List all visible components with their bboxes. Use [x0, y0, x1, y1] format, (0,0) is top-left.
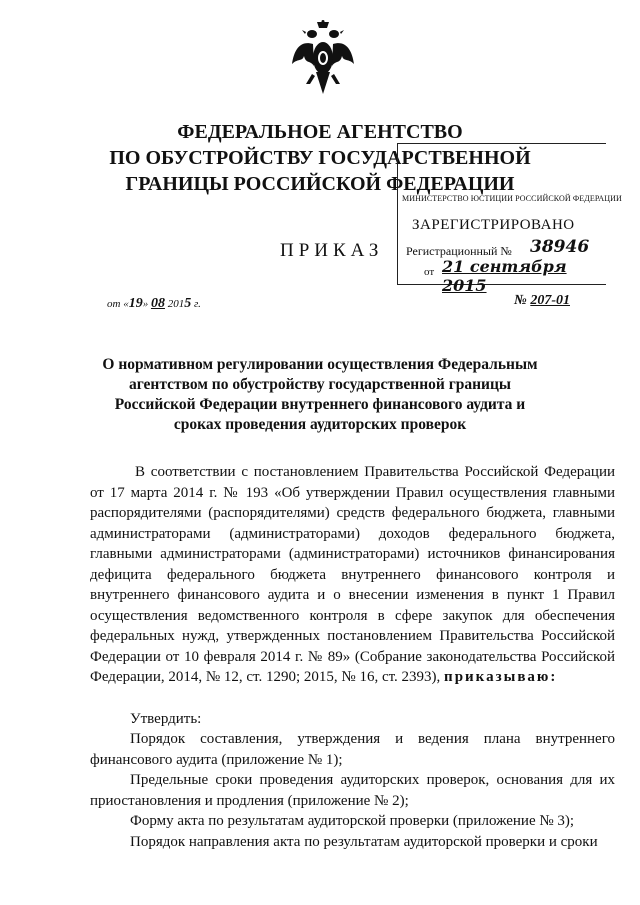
registration-stamp: [397, 143, 622, 295]
date-mid: »: [142, 298, 151, 310]
appendix-item-3: Форму акта по результатам аудиторской проверки (приложение № 3);: [130, 813, 575, 829]
date-month: 08: [150, 296, 165, 311]
date-year-prefix: 201: [164, 298, 185, 310]
preamble-text: В соответствии с постановлением Правительства Российской Федерации от 17 марта 2014 г. № 193 «Об утверждении Правил осуществления главными распорядителями (распорядителями) средств федерального бюджета, главными администраторами (администраторами) доходов федерального бюджета, главными администраторами (администраторами) источников финансирования дефицита федерального бюджета внутреннего финансового контроля и внутреннего финансового аудита и о внесении изменения в пункт 1 Правил осуществления ведомственного контроля в сфере закупок для обеспечения федеральных нужд, утвержденных постановлением Правительства Российской Федерации от 10 февраля 2014 г. № 89» (Собрание законодательства Российской Федерации, 2014, № 12, ст. 1290; 2015, № 16, ст. 2393),: [90, 464, 615, 685]
agency-name-line-3: ГРАНИЦЫ РОССИЙСКОЙ ФЕДЕРАЦИИ: [125, 173, 515, 195]
stamp-regno-label: Регистрационный №: [406, 244, 512, 258]
agency-name-line-1: ФЕДЕРАЛЬНОЕ АГЕНТСТВО: [177, 121, 463, 143]
stamp-date-value: 21 сентября 2015: [442, 257, 567, 295]
approve-heading: Утвердить:: [130, 711, 202, 727]
stamp-registered: ЗАРЕГИСТРИРОВАНО: [412, 217, 575, 233]
preamble-paragraph: [90, 462, 615, 688]
date-day: 19: [128, 296, 143, 311]
number-prefix: №: [514, 293, 531, 308]
number-value: 207-01: [530, 293, 570, 308]
date-suffix: г.: [191, 298, 201, 310]
agency-name-line-2: ПО ОБУСТРОЙСТВУ ГОСУДАРСТВЕННОЙ: [109, 147, 531, 169]
document-title: О нормативном регулировании осуществления Федеральным агентством по обустройству государственной границы Российской Федерации внутреннего финансового аудита и сроках проведения аудиторских проверок: [102, 356, 538, 433]
order-word: приказываю:: [444, 669, 558, 685]
stamp-regno-value: 38946: [530, 237, 590, 257]
order-number: [514, 293, 570, 309]
appendix-item-4: Порядок направления акта по результатам аудиторской проверки и сроки: [130, 834, 598, 850]
appendix-item-2: Предельные сроки проведения аудиторских проверок, основания для их приостановления и продления (приложение № 2);: [90, 772, 615, 809]
date-year-suffix: 5: [184, 296, 192, 311]
coat-of-arms-emblem: [290, 20, 356, 100]
stamp-ministry: МИНИСТЕРСТВО ЮСТИЦИИ РОССИЙСКОЙ ФЕДЕРАЦИИ: [402, 194, 622, 203]
order-date: [107, 296, 201, 312]
stamp-from-label: от: [424, 266, 435, 278]
date-prefix: от «: [107, 298, 129, 310]
appendix-item-1: Порядок составления, утверждения и ведения плана внутреннего финансового аудита (приложение № 1);: [90, 731, 615, 768]
document-type: ПРИКАЗ: [280, 240, 384, 261]
